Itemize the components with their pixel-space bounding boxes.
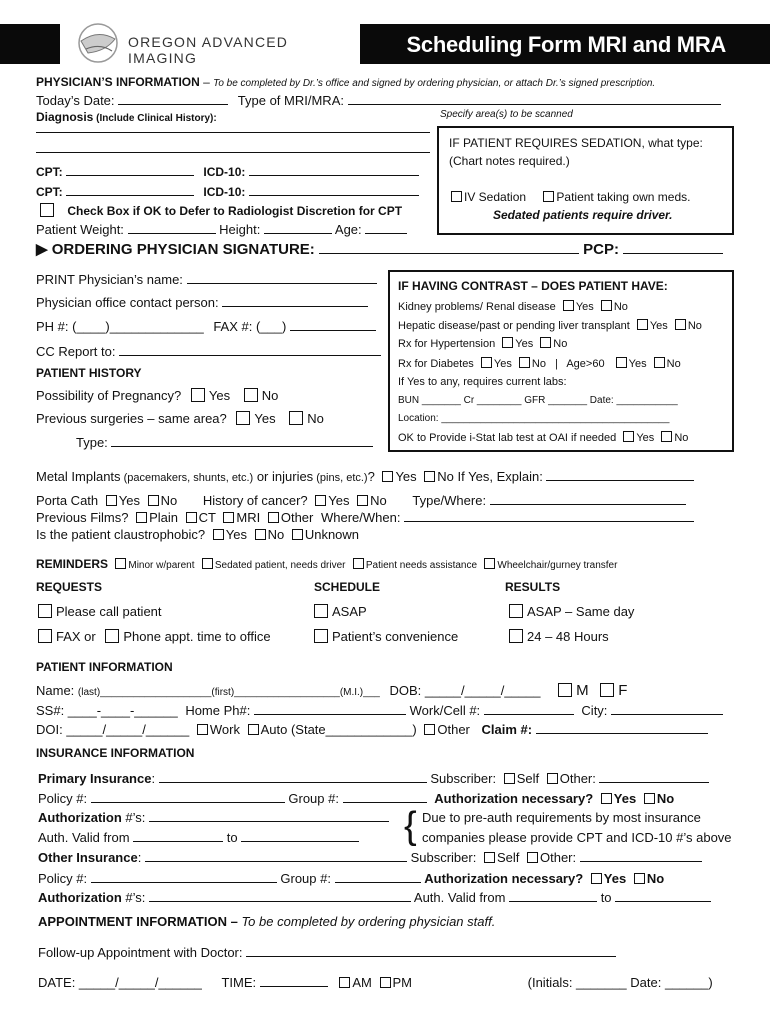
- rx-diabetes-label: Rx for Diabetes: [398, 358, 474, 370]
- wheelchair-label: Wheelchair/gurney transfer: [497, 560, 618, 571]
- surgeries-yes-checkbox[interactable]: [236, 411, 250, 425]
- pm-checkbox[interactable]: [380, 977, 391, 988]
- other-policy-field[interactable]: [91, 871, 277, 883]
- contrast-box: [388, 270, 734, 452]
- icd10-field-2[interactable]: [249, 184, 419, 196]
- call-patient-label: Please call patient: [56, 604, 162, 619]
- separator: |: [555, 358, 558, 370]
- logo-area: [60, 18, 360, 68]
- films-other-label: Other: [280, 510, 314, 525]
- other-to-field[interactable]: [615, 890, 711, 902]
- initials-date-field[interactable]: (Initials: _______ Date: ______): [527, 975, 713, 990]
- primary-policy-label: Policy #:: [38, 791, 88, 806]
- if-yes-labs-note: If Yes to any, requires current labs:: [398, 376, 567, 388]
- appointment-note: To be completed by ordering physician staff.: [241, 914, 496, 929]
- insurance-header: INSURANCE INFORMATION: [36, 746, 195, 760]
- primary-other-field[interactable]: [599, 771, 709, 783]
- diabetes-yes-checkbox[interactable]: [481, 357, 492, 368]
- print-name-field[interactable]: [187, 272, 377, 284]
- other-valid-from-field[interactable]: [509, 890, 597, 902]
- diabetes-no-checkbox[interactable]: [519, 357, 530, 368]
- kidney-no-checkbox[interactable]: [601, 300, 612, 311]
- kidney-label: Kidney problems/ Renal disease: [398, 301, 556, 313]
- doi-field[interactable]: DOI: _____/_____/______: [36, 722, 190, 737]
- ph-label: PH #: (____)_____________: [36, 319, 204, 334]
- other-insurance-field[interactable]: [145, 850, 407, 862]
- contrast-title: IF HAVING CONTRAST – DOES PATIENT HAVE:: [398, 279, 668, 293]
- if-yes-explain-label: If Yes, Explain:: [457, 469, 543, 484]
- appointment-time-field[interactable]: [260, 975, 328, 987]
- dob-field[interactable]: DOB: _____/_____/_____: [389, 683, 541, 698]
- primary-auth-necessary-label: Authorization necessary?: [434, 791, 594, 806]
- colon: :: [137, 850, 142, 865]
- prev-surgeries-label: Previous surgeries – same area?: [36, 411, 227, 426]
- work-cell-field[interactable]: [484, 703, 574, 715]
- brace-note-2: companies please provide CPT and ICD-10 #’s above: [422, 830, 732, 845]
- hypertension-no-checkbox[interactable]: [540, 337, 551, 348]
- primary-authorization-label: Authorization: [38, 810, 122, 825]
- question-mark: ?: [367, 469, 375, 484]
- am-label: AM: [352, 975, 372, 990]
- print-name-label: PRINT Physician’s name:: [36, 272, 183, 287]
- minor-checkbox[interactable]: [115, 558, 126, 569]
- last-name-field[interactable]: (last)____________________: [77, 687, 212, 698]
- fax-label: FAX #: (___): [213, 319, 287, 334]
- fax-or-label: FAX or: [56, 629, 96, 644]
- office-contact-field[interactable]: [222, 295, 368, 307]
- cancer-yes-checkbox[interactable]: [315, 495, 326, 506]
- patient-info-header: PATIENT INFORMATION: [36, 660, 173, 674]
- type-of-mri-field[interactable]: [348, 93, 721, 105]
- claustro-label: Is the patient claustrophobic?: [36, 527, 206, 542]
- other-auth-no-label: No: [646, 871, 665, 886]
- cancer-no-label: No: [370, 493, 387, 508]
- phone-appt-checkbox[interactable]: [105, 629, 119, 643]
- surgery-type-field[interactable]: [111, 435, 373, 447]
- diagnosis-label: Diagnosis: [36, 110, 94, 124]
- sedation-driver-note: Sedated patients require driver.: [493, 208, 673, 222]
- defer-label: Check Box if OK to Defer to Radiologist Discretion for CPT: [67, 204, 403, 218]
- labs-fields[interactable]: BUN _______ Cr ________ GFR _______ Date: ___________: [398, 395, 678, 406]
- surgeries-no-checkbox[interactable]: [289, 411, 303, 425]
- films-other-checkbox[interactable]: [268, 512, 279, 523]
- films-ct-checkbox[interactable]: [186, 512, 197, 523]
- age60-yes-label: Yes: [628, 358, 647, 370]
- diagnosis-line-1[interactable]: [36, 132, 430, 133]
- films-plain-checkbox[interactable]: [136, 512, 147, 523]
- male-label: M: [576, 682, 589, 699]
- defer-checkbox[interactable]: [40, 203, 54, 217]
- other-auth-yes-checkbox[interactable]: [591, 873, 602, 884]
- first-name-field[interactable]: (first)___________________: [211, 687, 340, 698]
- doi-auto-label: Auto (State____________): [260, 722, 417, 737]
- am-checkbox[interactable]: [339, 977, 350, 988]
- sedation-box: [437, 126, 734, 235]
- surgery-type-label: Type:: [76, 435, 108, 450]
- doi-auto-checkbox[interactable]: [248, 724, 259, 735]
- other-auth-yes-label: Yes: [603, 871, 627, 886]
- fax-checkbox[interactable]: [38, 629, 52, 643]
- pcp-field[interactable]: [623, 240, 723, 254]
- hepatic-yes-label: Yes: [649, 320, 668, 332]
- istat-no-checkbox[interactable]: [661, 431, 672, 442]
- labs-location-field[interactable]: Location: _________________________________________: [398, 413, 670, 424]
- primary-subscriber-label: Subscriber:: [430, 771, 497, 786]
- play-icon: ▶: [36, 241, 48, 258]
- appointment-label: APPOINTMENT INFORMATION –: [38, 914, 242, 929]
- diabetes-yes-label: Yes: [493, 358, 512, 370]
- cancer-label: History of cancer?: [202, 493, 308, 508]
- hepatic-label: Hepatic disease/past or pending liver transplant: [398, 320, 630, 332]
- porta-cath-label: Porta Cath: [36, 493, 99, 508]
- other-self-checkbox[interactable]: [484, 852, 495, 863]
- physician-info-note: To be completed by Dr.’s office and signed by ordering physician, or attach Dr.’s signed prescription.: [213, 78, 656, 89]
- doi-other-checkbox[interactable]: [424, 724, 435, 735]
- female-checkbox[interactable]: [600, 683, 614, 697]
- num-s: #’s:: [121, 810, 146, 825]
- implants-no-checkbox[interactable]: [424, 471, 435, 482]
- claustro-unknown-checkbox[interactable]: [292, 529, 303, 540]
- primary-group-field[interactable]: [343, 791, 427, 803]
- age60-label: Age>60: [566, 358, 605, 370]
- other-authorization-field[interactable]: [149, 890, 411, 902]
- cancer-no-checkbox[interactable]: [357, 495, 368, 506]
- where-when-label: Where/When:: [320, 510, 401, 525]
- other-to-label: to: [600, 890, 612, 905]
- pregnancy-yes-label: Yes: [208, 388, 231, 403]
- call-patient-checkbox[interactable]: [38, 604, 52, 618]
- dash: –: [199, 75, 214, 89]
- surgeries-no-label: No: [307, 411, 324, 426]
- cc-report-label: CC Report to:: [36, 344, 116, 359]
- convenience-label: Patient’s convenience: [332, 629, 459, 644]
- hepatic-yes-checkbox[interactable]: [637, 319, 648, 330]
- pregnancy-no-label: No: [261, 388, 279, 403]
- films-ct-label: CT: [198, 510, 216, 525]
- primary-other-label: Other:: [559, 771, 596, 786]
- explain-field[interactable]: [546, 469, 694, 481]
- age-label: Age:: [334, 222, 362, 237]
- signature-label: ORDERING PHYSICIAN SIGNATURE:: [51, 241, 315, 258]
- claustro-unknown-label: Unknown: [304, 527, 360, 542]
- num-s: #’s:: [121, 890, 146, 905]
- other-other-checkbox[interactable]: [527, 852, 538, 863]
- sedated-driver-checkbox[interactable]: [202, 558, 213, 569]
- claustro-no-label: No: [267, 527, 285, 542]
- results-asap-label: ASAP – Same day: [527, 604, 635, 619]
- results-hours-checkbox[interactable]: [509, 629, 523, 643]
- cpt-field-1[interactable]: [66, 164, 194, 176]
- claim-field[interactable]: [536, 722, 708, 734]
- wheelchair-checkbox[interactable]: [484, 558, 495, 569]
- fax-field[interactable]: [290, 319, 376, 331]
- home-ph-label: Home Ph#:: [185, 703, 251, 718]
- other-auth-necessary-label: Authorization necessary?: [424, 871, 584, 886]
- doi-work-checkbox[interactable]: [197, 724, 208, 735]
- appointment-date-field[interactable]: DATE: _____/_____/______: [38, 975, 202, 990]
- primary-auth-no-label: No: [656, 791, 675, 806]
- todays-date-field[interactable]: [118, 93, 228, 105]
- films-plain-label: Plain: [149, 510, 179, 525]
- logo-icon: [76, 21, 120, 65]
- requests-header: REQUESTS: [36, 580, 103, 594]
- pcp-label: PCP:: [583, 241, 619, 258]
- primary-self-label: Self: [516, 771, 540, 786]
- pregnancy-yes-checkbox[interactable]: [191, 388, 205, 402]
- sedation-line-2: (Chart notes required.): [449, 154, 570, 168]
- patient-weight-label: Patient Weight:: [36, 222, 124, 237]
- primary-to-field[interactable]: [241, 830, 359, 842]
- doi-other-label: Other: [437, 722, 470, 737]
- primary-auth-no-checkbox[interactable]: [644, 793, 655, 804]
- other-auth-no-checkbox[interactable]: [634, 873, 645, 884]
- age60-no-label: No: [666, 358, 681, 370]
- primary-to-label: to: [226, 830, 238, 845]
- type-where-label: Type/Where:: [412, 493, 487, 508]
- appointment-time-label: TIME:: [221, 975, 257, 990]
- form-title: Scheduling Form MRI and MRA: [406, 32, 726, 57]
- other-other-label: Other:: [539, 850, 577, 865]
- other-insurance-label: Other Insurance: [38, 850, 138, 865]
- brace-note-1: Due to pre-auth requirements by most insurance: [422, 810, 701, 825]
- cpt-label-2: CPT:: [36, 185, 63, 199]
- primary-insurance-field[interactable]: [159, 771, 427, 783]
- implants-yes-label: Yes: [395, 469, 417, 484]
- hypertension-yes-label: Yes: [515, 338, 534, 350]
- metal-implants-sub: (pacemakers, shunts, etc.): [120, 472, 254, 484]
- pregnancy-label: Possibility of Pregnancy?: [36, 388, 182, 403]
- city-label: City:: [581, 703, 608, 718]
- type-where-field[interactable]: [490, 493, 686, 505]
- colon: :: [151, 771, 156, 786]
- work-cell-label: Work/Cell #:: [409, 703, 481, 718]
- porta-cath-no-checkbox[interactable]: [148, 495, 159, 506]
- claustro-no-checkbox[interactable]: [255, 529, 266, 540]
- minor-label: Minor w/parent: [128, 560, 195, 571]
- icd10-label-2: ICD-10:: [203, 185, 246, 199]
- other-group-label: Group #:: [280, 871, 331, 886]
- patient-weight-field[interactable]: [128, 222, 216, 234]
- todays-date-label: Today’s Date:: [36, 93, 115, 108]
- kidney-no-label: No: [613, 301, 628, 313]
- other-self-label: Self: [496, 850, 520, 865]
- sedation-line-1: IF PATIENT REQUIRES SEDATION, what type:: [449, 136, 703, 150]
- brace-icon: {: [404, 805, 417, 847]
- schedule-asap-label: ASAP: [332, 604, 367, 619]
- followup-label: Follow-up Appointment with Doctor:: [38, 945, 243, 960]
- name-label: Name:: [36, 683, 75, 698]
- prev-films-label: Previous Films?: [36, 510, 129, 525]
- reminders-label: REMINDERS: [36, 557, 109, 571]
- height-label: Height:: [219, 222, 261, 237]
- istat-label: OK to Provide i-Stat lab test at OAI if needed: [398, 432, 617, 444]
- age60-yes-checkbox[interactable]: [616, 357, 627, 368]
- male-checkbox[interactable]: [558, 683, 572, 697]
- primary-auth-yes-checkbox[interactable]: [601, 793, 612, 804]
- signature-field[interactable]: [319, 240, 579, 254]
- cpt-label-1: CPT:: [36, 165, 63, 179]
- city-field[interactable]: [611, 703, 723, 715]
- primary-valid-from-field[interactable]: [133, 830, 223, 842]
- specify-areas-note: Specify area(s) to be scanned: [440, 109, 573, 120]
- convenience-checkbox[interactable]: [314, 629, 328, 643]
- where-when-field[interactable]: [404, 510, 694, 522]
- age-field[interactable]: [365, 222, 407, 234]
- phone-appt-label: Phone appt. time to office: [123, 629, 271, 644]
- other-subscriber-label: Subscriber:: [410, 850, 477, 865]
- primary-insurance-label: Primary Insurance: [38, 771, 152, 786]
- other-valid-from-label: Auth. Valid from: [413, 890, 506, 905]
- other-policy-label: Policy #:: [38, 871, 88, 886]
- primary-auth-yes-label: Yes: [613, 791, 637, 806]
- results-hours-label: 24 – 48 Hours: [527, 629, 609, 644]
- office-contact-label: Physician office contact person:: [36, 295, 219, 310]
- icd10-label-1: ICD-10:: [203, 165, 246, 179]
- org-name: OREGON ADVANCED IMAGING: [128, 34, 289, 66]
- diagnosis-line-2[interactable]: [36, 152, 430, 153]
- sedated-driver-label: Sedated patient, needs driver: [214, 560, 346, 571]
- diagnosis-sublabel: (Include Clinical History):: [93, 113, 217, 124]
- or-injuries-label: or injuries: [253, 469, 314, 484]
- other-authorization-label: Authorization: [38, 890, 122, 905]
- cc-report-field[interactable]: [119, 344, 381, 356]
- films-mri-checkbox[interactable]: [223, 512, 234, 523]
- porta-cath-yes-checkbox[interactable]: [106, 495, 117, 506]
- pins-sub: (pins, etc.): [313, 472, 368, 484]
- physician-info-label: PHYSICIAN’S INFORMATION: [36, 75, 200, 89]
- istat-yes-label: Yes: [636, 432, 655, 444]
- istat-yes-checkbox[interactable]: [623, 431, 634, 442]
- height-field[interactable]: [264, 222, 332, 234]
- primary-other-checkbox[interactable]: [547, 773, 558, 784]
- primary-authorization-field[interactable]: [149, 810, 389, 822]
- implants-no-label: No: [437, 469, 454, 484]
- results-asap-checkbox[interactable]: [509, 604, 523, 618]
- own-meds-label: Patient taking own meds.: [556, 190, 691, 204]
- kidney-yes-label: Yes: [575, 301, 594, 313]
- pregnancy-no-checkbox[interactable]: [244, 388, 258, 402]
- own-meds-checkbox[interactable]: [543, 191, 554, 202]
- type-of-mri-label: Type of MRI/MRA:: [237, 93, 344, 108]
- results-header: RESULTS: [505, 580, 561, 594]
- home-ph-field[interactable]: [254, 703, 406, 715]
- female-label: F: [618, 682, 628, 699]
- assistance-checkbox[interactable]: [353, 558, 364, 569]
- claustro-yes-checkbox[interactable]: [213, 529, 224, 540]
- kidney-yes-checkbox[interactable]: [563, 300, 574, 311]
- films-mri-label: MRI: [236, 510, 261, 525]
- icd10-field-1[interactable]: [249, 164, 419, 176]
- doi-work-label: Work: [209, 722, 240, 737]
- istat-no-label: No: [674, 432, 689, 444]
- surgeries-yes-label: Yes: [254, 411, 276, 426]
- hepatic-no-label: No: [687, 320, 702, 332]
- patient-history-header: PATIENT HISTORY: [36, 366, 142, 380]
- schedule-asap-checkbox[interactable]: [314, 604, 328, 618]
- implants-yes-checkbox[interactable]: [382, 471, 393, 482]
- hepatic-no-checkbox[interactable]: [675, 319, 686, 330]
- diabetes-no-label: No: [531, 358, 546, 370]
- hypertension-no-label: No: [553, 338, 568, 350]
- age60-no-checkbox[interactable]: [654, 357, 665, 368]
- metal-implants-label: Metal Implants: [36, 469, 121, 484]
- porta-cath-yes-label: Yes: [118, 493, 140, 508]
- claim-label: Claim #:: [481, 722, 533, 737]
- primary-self-checkbox[interactable]: [504, 773, 515, 784]
- cpt-field-2[interactable]: [66, 184, 194, 196]
- assistance-label: Patient needs assistance: [365, 560, 478, 571]
- primary-group-label: Group #:: [288, 791, 339, 806]
- porta-cath-no-label: No: [160, 493, 178, 508]
- schedule-header: SCHEDULE: [314, 580, 381, 594]
- mi-field[interactable]: (M.I.)___: [339, 687, 380, 698]
- other-group-field[interactable]: [335, 871, 421, 883]
- hypertension-yes-checkbox[interactable]: [502, 337, 513, 348]
- other-other-field[interactable]: [580, 850, 702, 862]
- cancer-yes-label: Yes: [328, 493, 350, 508]
- rx-hypertension-label: Rx for Hypertension: [398, 338, 496, 350]
- pm-label: PM: [392, 975, 413, 990]
- ss-field[interactable]: SS#: ____-____-______: [36, 703, 178, 718]
- claustro-yes-label: Yes: [225, 527, 247, 542]
- primary-valid-from-label: Auth. Valid from: [38, 830, 130, 845]
- followup-field[interactable]: [246, 945, 616, 957]
- iv-sedation-label: IV Sedation: [464, 190, 527, 204]
- physician-info-row: [36, 75, 655, 89]
- iv-sedation-checkbox[interactable]: [451, 191, 462, 202]
- primary-policy-field[interactable]: [91, 791, 285, 803]
